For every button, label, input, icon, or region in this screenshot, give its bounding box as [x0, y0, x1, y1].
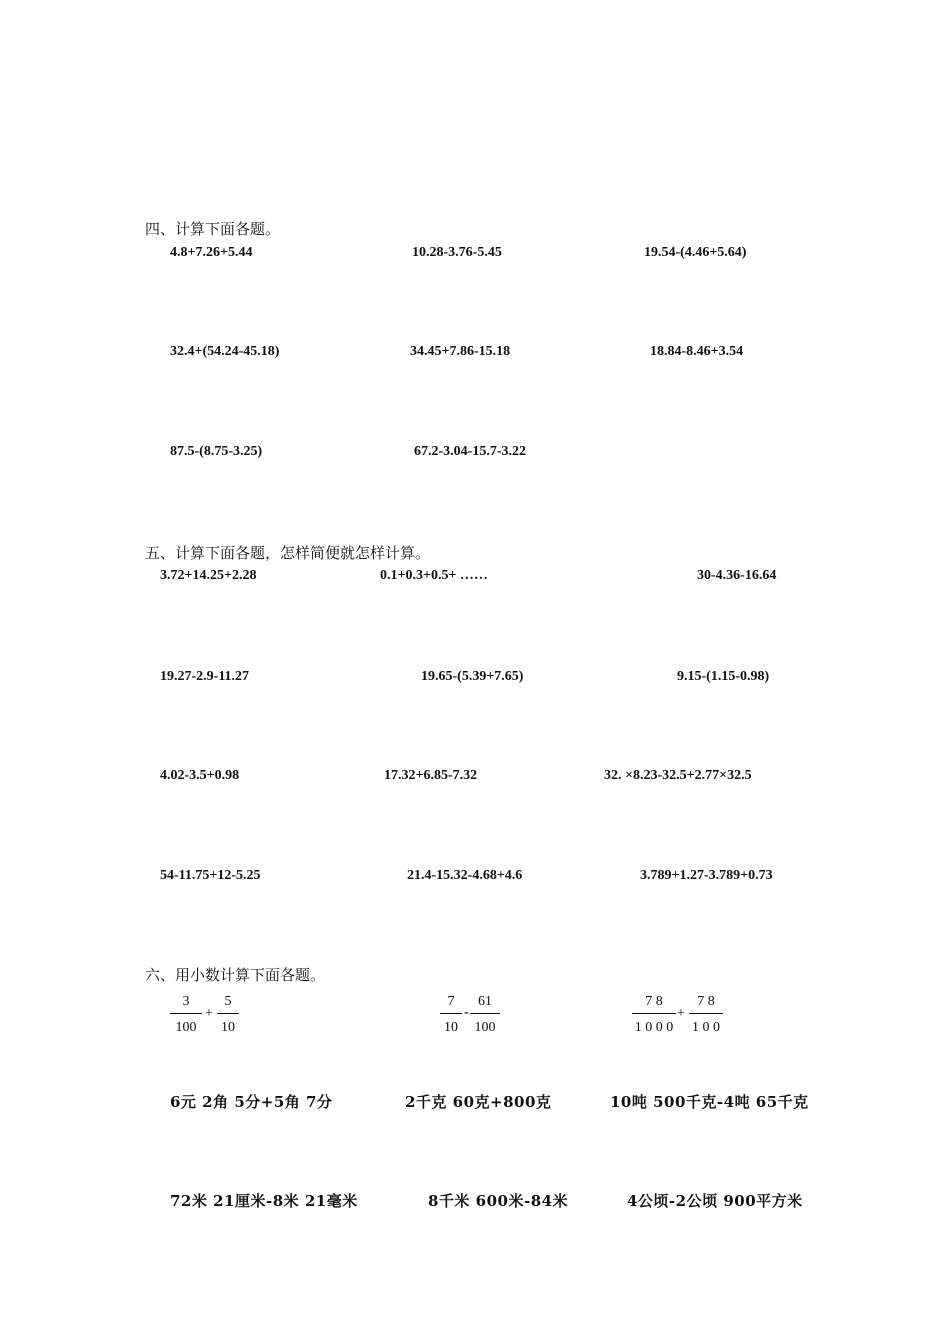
- denominator: 1 0 0 0: [634, 1020, 674, 1035]
- denominator: 1 0 0: [692, 1020, 720, 1035]
- numerator: 7: [440, 994, 462, 1014]
- fraction: [689, 994, 723, 1036]
- operator: -: [464, 1005, 469, 1020]
- denominator: 100: [175, 1020, 197, 1035]
- problem: 21.4-15.32-4.68+4.6: [407, 868, 523, 883]
- problem: 34.45+7.86-15.18: [410, 344, 511, 359]
- problem: 30-4.36-16.64: [697, 568, 777, 583]
- fraction: [170, 994, 202, 1036]
- problem: 32.4+(54.24-45.18): [170, 344, 280, 359]
- problem: 67.2-3.04-15.7-3.22: [414, 444, 526, 459]
- problem: 18.84-8.46+3.54: [650, 344, 744, 359]
- operator: +: [205, 1006, 213, 1021]
- numerator: 7 8: [689, 994, 723, 1014]
- problem: 6元 2角 5分+5角 7分: [170, 1093, 333, 1111]
- problem: 0.1+0.3+0.5+ ……: [380, 568, 488, 583]
- problem: 72米 21厘米-8米 21毫米: [170, 1192, 358, 1210]
- problem: 10吨 500千克-4吨 65千克: [610, 1093, 809, 1111]
- fraction: [440, 994, 462, 1036]
- problem: 54-11.75+12-5.25: [160, 868, 261, 883]
- problem: 10.28-3.76-5.45: [412, 245, 502, 260]
- problem: 19.27-2.9-11.27: [160, 669, 250, 684]
- numerator: 3: [170, 994, 202, 1014]
- problem: 19.65-(5.39+7.65): [421, 669, 524, 684]
- numerator: 7 8: [632, 994, 676, 1014]
- problem: 9.15-(1.15-0.98): [677, 669, 770, 684]
- problem: 87.5-(8.75-3.25): [170, 444, 263, 459]
- problem: 4.8+7.26+5.44: [170, 245, 253, 260]
- problem: 4公顷-2公顷 900平方米: [627, 1192, 803, 1210]
- numerator: 5: [217, 994, 239, 1014]
- problem: 8千米 600米-84米: [428, 1192, 569, 1210]
- problem: 2千克 60克+800克: [405, 1093, 552, 1111]
- section-5-heading: 五、计算下面各题，怎样简便就怎样计算。: [145, 544, 431, 562]
- problem: 3.72+14.25+2.28: [160, 568, 257, 583]
- operator: +: [677, 1006, 685, 1021]
- problem: 4.02-3.5+0.98: [160, 768, 240, 783]
- problem: 19.54-(4.46+5.64): [644, 245, 747, 260]
- numerator: 61: [470, 994, 500, 1014]
- section-4-heading: 四、计算下面各题。: [145, 220, 281, 238]
- problem: 32. ×8.23-32.5+2.77×32.5: [604, 768, 752, 783]
- denominator: 100: [474, 1020, 496, 1035]
- fraction: [632, 994, 676, 1036]
- problem: 17.32+6.85-7.32: [384, 768, 478, 783]
- fraction: [470, 994, 500, 1036]
- fraction: [217, 994, 239, 1036]
- section-6-heading: 六、用小数计算下面各题。: [145, 966, 326, 984]
- denominator: 10: [444, 1020, 458, 1035]
- denominator: 10: [221, 1020, 235, 1035]
- problem: 3.789+1.27-3.789+0.73: [640, 868, 773, 883]
